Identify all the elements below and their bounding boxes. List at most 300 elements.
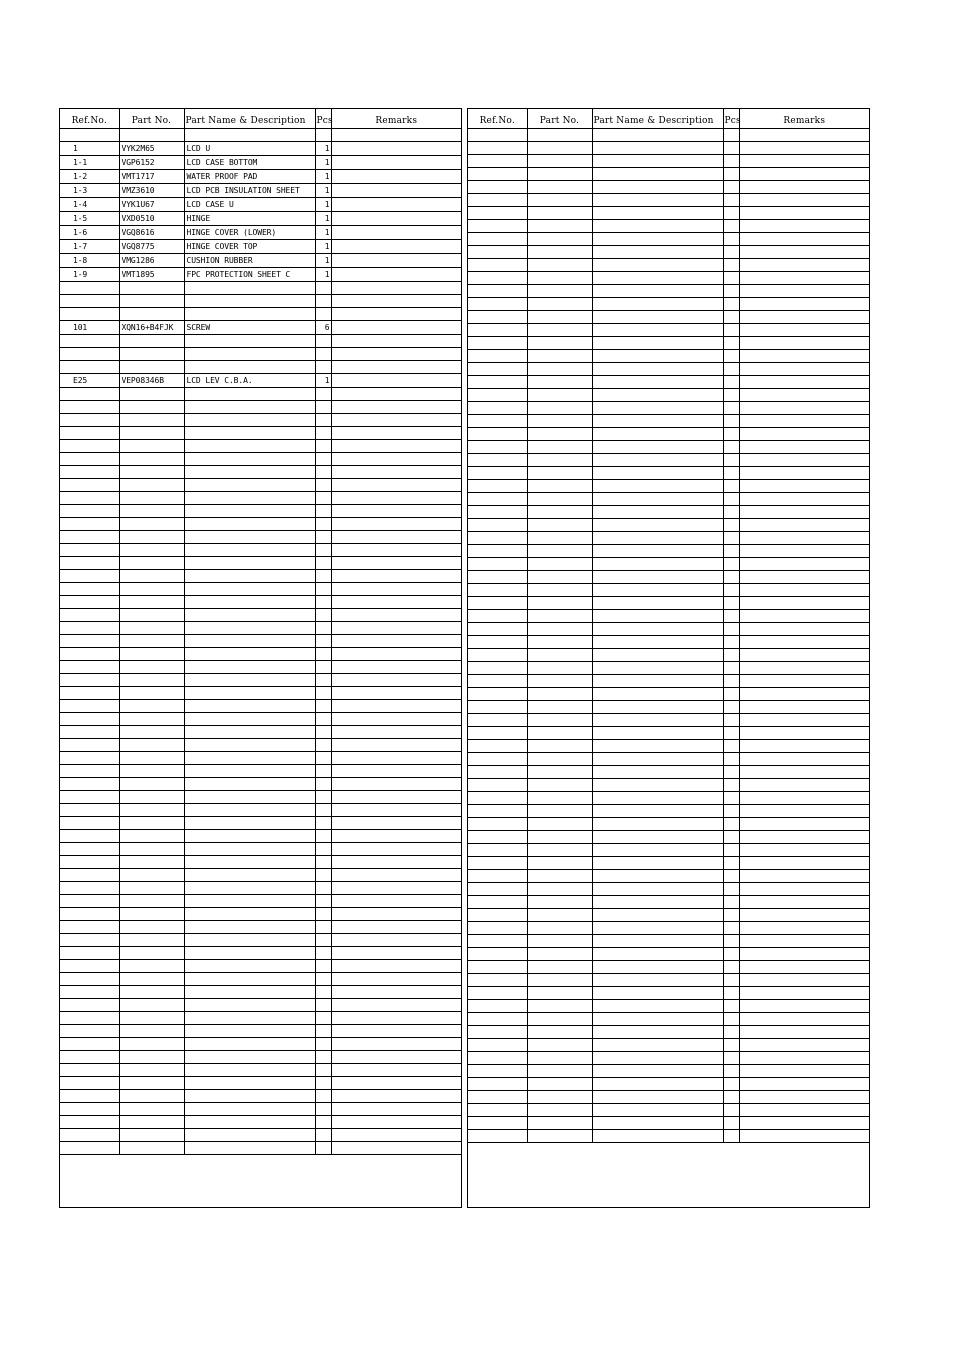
cell-part-name (184, 517, 315, 530)
cell-pcs (315, 360, 331, 373)
cell-part-name: LCD PCB INSULATION SHEET (184, 183, 315, 197)
cell-remarks (331, 777, 461, 790)
cell-remarks (331, 491, 461, 504)
cell-pcs (723, 843, 739, 856)
cell-pcs (723, 687, 739, 700)
cell-remarks (739, 479, 869, 492)
cell-part-no (119, 907, 184, 920)
cell-part-name (184, 426, 315, 439)
cell-remarks (739, 726, 869, 739)
parts-table-left (59, 108, 462, 1208)
table-row (60, 1141, 461, 1154)
cell-remarks (331, 373, 461, 387)
cell-part-name (592, 570, 723, 583)
table-row (468, 375, 869, 388)
cell-ref-no (468, 934, 527, 947)
table-row (468, 401, 869, 414)
cell-ref-no (60, 1011, 119, 1024)
cell-part-name (184, 777, 315, 790)
cell-pcs (723, 661, 739, 674)
cell-remarks (331, 595, 461, 608)
cell-ref-no (468, 258, 527, 271)
table-row (468, 1025, 869, 1038)
cell-ref-no (468, 648, 527, 661)
cell-pcs (723, 427, 739, 440)
cell-pcs (315, 946, 331, 959)
cell-pcs (315, 1011, 331, 1024)
table-row (468, 882, 869, 895)
cell-ref-no: E25 (60, 373, 119, 387)
cell-part-name (592, 206, 723, 219)
table-row (60, 253, 461, 267)
table-row (60, 1115, 461, 1128)
cell-remarks (739, 830, 869, 843)
cell-remarks (739, 414, 869, 427)
cell-part-name (184, 634, 315, 647)
table-row (60, 169, 461, 183)
table-row (60, 855, 461, 868)
cell-part-no (527, 310, 592, 323)
cell-ref-no (468, 362, 527, 375)
cell-part-name (184, 907, 315, 920)
table-row (468, 999, 869, 1012)
cell-ref-no (468, 466, 527, 479)
cell-pcs (315, 673, 331, 686)
cell-pcs (315, 855, 331, 868)
cell-part-name (184, 855, 315, 868)
cell-part-no (119, 894, 184, 907)
table-row (60, 673, 461, 686)
table-row (468, 713, 869, 726)
cell-part-no (527, 934, 592, 947)
cell-remarks (331, 155, 461, 169)
cell-ref-no (60, 868, 119, 881)
cell-ref-no (468, 778, 527, 791)
table-row (468, 141, 869, 154)
header-row (468, 109, 869, 128)
cell-part-name (184, 738, 315, 751)
cell-part-no (119, 777, 184, 790)
cell-ref-no (60, 281, 119, 294)
cell-ref-no (468, 232, 527, 245)
table-row (60, 959, 461, 972)
cell-pcs (315, 790, 331, 803)
cell-remarks (331, 169, 461, 183)
cell-part-name (184, 452, 315, 465)
cell-part-no (527, 700, 592, 713)
header-remarks: Remarks (739, 109, 869, 128)
spacer-cell (723, 128, 739, 141)
cell-part-no (119, 347, 184, 360)
cell-remarks (331, 347, 461, 360)
cell-ref-no (60, 660, 119, 673)
cell-remarks (739, 323, 869, 336)
cell-remarks (331, 1063, 461, 1076)
table-row (468, 791, 869, 804)
cell-part-name: LCD CASE U (184, 197, 315, 211)
cell-remarks (331, 829, 461, 842)
cell-pcs (315, 634, 331, 647)
cell-part-no (527, 648, 592, 661)
cell-pcs (315, 881, 331, 894)
cell-part-name (184, 1024, 315, 1037)
table-row (468, 921, 869, 934)
cell-ref-no (60, 307, 119, 320)
cell-remarks (331, 426, 461, 439)
table-row (468, 167, 869, 180)
cell-ref-no (468, 492, 527, 505)
table-row (468, 1038, 869, 1051)
cell-part-name (184, 1128, 315, 1141)
cell-part-name (184, 608, 315, 621)
cell-part-name: WATER PROOF PAD (184, 169, 315, 183)
cell-remarks (331, 920, 461, 933)
cell-pcs (315, 894, 331, 907)
cell-pcs (315, 699, 331, 712)
table-row (60, 517, 461, 530)
table-row (468, 349, 869, 362)
cell-pcs: 1 (315, 253, 331, 267)
cell-ref-no (468, 427, 527, 440)
cell-remarks (331, 985, 461, 998)
cell-pcs (315, 816, 331, 829)
cell-part-no (527, 778, 592, 791)
cell-pcs: 1 (315, 373, 331, 387)
cell-pcs (315, 907, 331, 920)
cell-ref-no (60, 907, 119, 920)
table-row (60, 777, 461, 790)
cell-ref-no (60, 946, 119, 959)
cell-ref-no (468, 609, 527, 622)
cell-part-no (119, 985, 184, 998)
cell-part-name (184, 751, 315, 764)
cell-ref-no (468, 973, 527, 986)
cell-part-no (527, 297, 592, 310)
cell-pcs (723, 336, 739, 349)
cell-part-no (119, 426, 184, 439)
cell-part-no (527, 596, 592, 609)
cell-part-name (184, 816, 315, 829)
cell-ref-no (468, 336, 527, 349)
cell-pcs (315, 595, 331, 608)
cell-part-name (184, 699, 315, 712)
cell-ref-no (60, 712, 119, 725)
table-row (468, 674, 869, 687)
cell-ref-no (60, 491, 119, 504)
cell-part-name (592, 1064, 723, 1077)
cell-part-no (119, 608, 184, 621)
cell-part-no (119, 621, 184, 634)
cell-part-name (592, 440, 723, 453)
cell-part-no (527, 544, 592, 557)
table-row (60, 1037, 461, 1050)
cell-part-name (592, 453, 723, 466)
cell-part-no (119, 452, 184, 465)
cell-remarks (331, 673, 461, 686)
cell-part-name (184, 985, 315, 998)
table-row (60, 920, 461, 933)
cell-part-name (184, 894, 315, 907)
cell-part-name (592, 1090, 723, 1103)
cell-remarks (739, 531, 869, 544)
cell-part-name (592, 375, 723, 388)
cell-part-no (527, 570, 592, 583)
cell-ref-no (60, 881, 119, 894)
cell-pcs (315, 1050, 331, 1063)
cell-part-no (527, 804, 592, 817)
table-row (468, 843, 869, 856)
cell-ref-no (468, 1051, 527, 1064)
cell-part-no (527, 336, 592, 349)
cell-part-no (527, 674, 592, 687)
cell-pcs (315, 543, 331, 556)
cell-part-name (592, 986, 723, 999)
cell-pcs (315, 413, 331, 426)
cell-part-no (119, 959, 184, 972)
cell-part-name (592, 362, 723, 375)
cell-pcs: 1 (315, 211, 331, 225)
cell-remarks (739, 804, 869, 817)
table-row (468, 1103, 869, 1116)
cell-part-name (184, 595, 315, 608)
cell-pcs (723, 1051, 739, 1064)
cell-remarks (739, 648, 869, 661)
cell-remarks (739, 843, 869, 856)
cell-remarks (739, 947, 869, 960)
cell-ref-no (60, 347, 119, 360)
cell-ref-no (60, 1063, 119, 1076)
table-row (468, 427, 869, 440)
cell-pcs (723, 739, 739, 752)
spacer-cell (184, 128, 315, 141)
cell-part-name: LCD LEV C.B.A. (184, 373, 315, 387)
table-row (468, 700, 869, 713)
cell-ref-no (60, 1037, 119, 1050)
cell-part-name: SCREW (184, 320, 315, 334)
cell-pcs (315, 478, 331, 491)
cell-pcs (723, 1077, 739, 1090)
cell-ref-no (60, 647, 119, 660)
cell-remarks (331, 946, 461, 959)
cell-ref-no (60, 829, 119, 842)
cell-part-name (592, 323, 723, 336)
cell-ref-no (60, 959, 119, 972)
cell-remarks (739, 1025, 869, 1038)
table-row (468, 635, 869, 648)
table-row (60, 608, 461, 621)
cell-part-no: XQN16+B4FJK (119, 320, 184, 334)
cell-ref-no (60, 686, 119, 699)
cell-remarks (739, 544, 869, 557)
cell-remarks (331, 239, 461, 253)
cell-part-no (527, 687, 592, 700)
header-ref-no: Ref.No. (60, 109, 119, 128)
table-row (60, 504, 461, 517)
cell-pcs (315, 933, 331, 946)
cell-remarks (331, 1102, 461, 1115)
cell-ref-no (468, 271, 527, 284)
cell-ref-no (60, 985, 119, 998)
cell-ref-no (60, 738, 119, 751)
cell-part-no (527, 466, 592, 479)
cell-pcs (723, 401, 739, 414)
cell-remarks (331, 1024, 461, 1037)
cell-remarks (331, 634, 461, 647)
cell-ref-no (468, 375, 527, 388)
cell-part-no (119, 595, 184, 608)
cell-part-no (527, 440, 592, 453)
cell-remarks (331, 141, 461, 155)
cell-remarks (331, 569, 461, 582)
cell-ref-no (60, 790, 119, 803)
cell-pcs (315, 738, 331, 751)
cell-part-no (119, 543, 184, 556)
cell-part-name (592, 297, 723, 310)
cell-ref-no: 101 (60, 320, 119, 334)
cell-part-no (119, 439, 184, 452)
cell-part-name (592, 622, 723, 635)
table-row (468, 609, 869, 622)
cell-part-name (592, 973, 723, 986)
cell-pcs: 1 (315, 239, 331, 253)
cell-ref-no (468, 687, 527, 700)
cell-part-no (527, 947, 592, 960)
cell-pcs (723, 180, 739, 193)
cell-ref-no (60, 556, 119, 569)
cell-part-name (592, 310, 723, 323)
table-row (468, 1077, 869, 1090)
table-row (60, 1076, 461, 1089)
cell-remarks (331, 790, 461, 803)
cell-remarks (739, 206, 869, 219)
cell-part-name: LCD CASE BOTTOM (184, 155, 315, 169)
cell-pcs (723, 882, 739, 895)
cell-remarks (739, 1077, 869, 1090)
cell-part-no: VYK2M65 (119, 141, 184, 155)
cell-part-name (592, 791, 723, 804)
cell-ref-no (468, 1129, 527, 1142)
cell-ref-no (60, 673, 119, 686)
cell-ref-no (468, 596, 527, 609)
header-remarks: Remarks (331, 109, 461, 128)
cell-pcs (723, 778, 739, 791)
cell-remarks (739, 258, 869, 271)
cell-remarks (331, 307, 461, 320)
cell-part-no (119, 1076, 184, 1089)
cell-pcs (723, 479, 739, 492)
cell-ref-no (60, 842, 119, 855)
cell-ref-no: 1-8 (60, 253, 119, 267)
cell-part-no (527, 622, 592, 635)
cell-pcs (315, 660, 331, 673)
table-row (468, 466, 869, 479)
table-row (60, 569, 461, 582)
cell-remarks (739, 375, 869, 388)
cell-part-no (119, 334, 184, 347)
cell-remarks (331, 647, 461, 660)
table-row (468, 947, 869, 960)
table-row (60, 197, 461, 211)
cell-remarks (739, 1064, 869, 1077)
cell-ref-no (468, 518, 527, 531)
cell-part-name (592, 349, 723, 362)
cell-remarks (331, 764, 461, 777)
cell-part-no (119, 307, 184, 320)
cell-pcs: 1 (315, 197, 331, 211)
table-row (468, 271, 869, 284)
cell-remarks (331, 712, 461, 725)
cell-part-no (119, 972, 184, 985)
table-row (60, 1102, 461, 1115)
cell-ref-no (468, 726, 527, 739)
spacer-cell (331, 128, 461, 141)
cell-part-name (592, 284, 723, 297)
cell-remarks (739, 297, 869, 310)
cell-part-no (527, 726, 592, 739)
cell-remarks (739, 713, 869, 726)
table-row (60, 155, 461, 169)
table-row (60, 1024, 461, 1037)
cell-part-name (592, 869, 723, 882)
cell-part-no (119, 647, 184, 660)
cell-part-name: HINGE COVER TOP (184, 239, 315, 253)
table-row (468, 648, 869, 661)
cell-remarks (331, 959, 461, 972)
cell-pcs: 1 (315, 225, 331, 239)
cell-part-name (592, 154, 723, 167)
cell-pcs (315, 1141, 331, 1154)
cell-part-no (527, 791, 592, 804)
cell-remarks (739, 700, 869, 713)
cell-pcs (723, 531, 739, 544)
cell-ref-no (468, 284, 527, 297)
cell-part-name (184, 712, 315, 725)
cell-remarks (739, 674, 869, 687)
cell-remarks (739, 440, 869, 453)
cell-part-name (184, 790, 315, 803)
cell-pcs (723, 167, 739, 180)
cell-part-no (119, 673, 184, 686)
cell-ref-no (468, 154, 527, 167)
cell-part-no (119, 294, 184, 307)
cell-part-name (184, 1076, 315, 1089)
cell-pcs (723, 1064, 739, 1077)
table-row (60, 239, 461, 253)
table-row (60, 141, 461, 155)
cell-part-no (527, 960, 592, 973)
cell-ref-no (468, 843, 527, 856)
cell-part-no (119, 699, 184, 712)
table-row (60, 373, 461, 387)
cell-part-no (527, 206, 592, 219)
table-row (468, 1116, 869, 1129)
cell-remarks (739, 778, 869, 791)
table-row (60, 621, 461, 634)
cell-pcs (315, 1128, 331, 1141)
table-row (60, 582, 461, 595)
table-row (60, 465, 461, 478)
cell-part-no: VGP6152 (119, 155, 184, 169)
table-row (468, 518, 869, 531)
cell-pcs (723, 973, 739, 986)
table-row (60, 387, 461, 400)
cell-part-name (184, 465, 315, 478)
cell-ref-no (468, 440, 527, 453)
cell-part-name (592, 635, 723, 648)
cell-part-name (592, 843, 723, 856)
cell-ref-no (468, 141, 527, 154)
cell-pcs: 1 (315, 183, 331, 197)
